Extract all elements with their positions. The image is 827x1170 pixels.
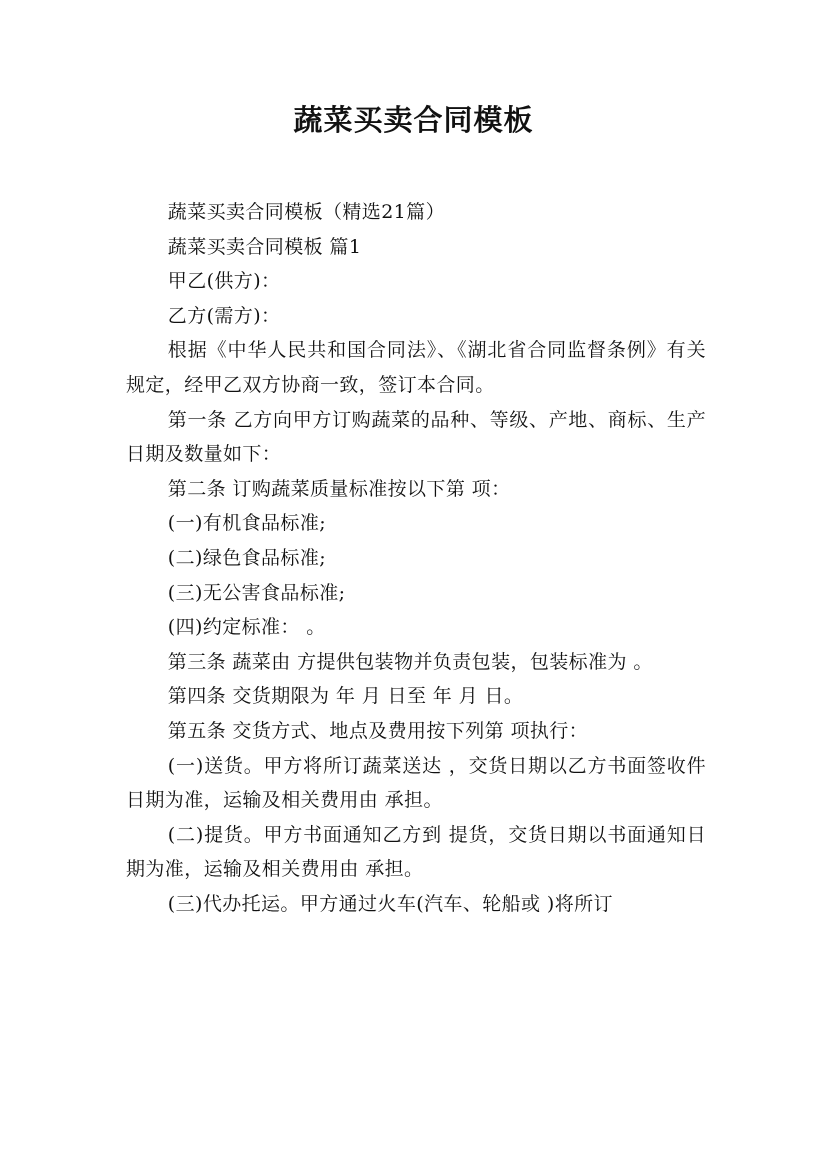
paragraph-article-3: 第三条 蔬菜由 方提供包装物并负责包装，包装标准为 。 — [167, 650, 653, 673]
paragraph-party-b: 乙方(需方)： — [167, 304, 281, 327]
paragraph-standard-1: (一)有机食品标准; — [167, 512, 327, 535]
paragraph-delivery-3: (三)代办托运。甲方通过火车(汽车、轮船或 )将所订 — [167, 892, 613, 915]
paragraph-standard-4: (四)约定标准： 。 — [167, 616, 326, 639]
paragraph-basis: 根据《中华人民共和国合同法》、《湖北省合同监督条例》有关规定，经甲乙双方协商一致，签订本合同。 — [126, 339, 706, 396]
paragraph-party-a: 甲乙(供方)： — [167, 270, 281, 293]
paragraph-section-heading: 蔬菜买卖合同模板 篇1 — [167, 235, 362, 258]
paragraph-article-5: 第五条 交货方式、地点及费用按下列第 项执行： — [167, 719, 589, 742]
document-body — [126, 195, 706, 921]
paragraph-standard-3: (三)无公害食品标准; — [167, 581, 346, 604]
paragraph-delivery-2: (二)提货。甲方书面通知乙方到 提货，交货日期以书面通知日期为准，运输及相关费用由 承担。 — [126, 823, 706, 881]
paragraph-article-4: 第四条 交货期限为 年 月 日至 年 月 日。 — [167, 685, 524, 708]
paragraph-delivery-1: (一)送货。甲方将所订蔬菜送达 ，交货日期以乙方书面签收件日期为准，运输及相关费用由 承担。 — [126, 754, 706, 812]
paragraph-article-1: 第一条 乙方向甲方订购蔬菜的品种、等级、产地、商标、生产日期及数量如下： — [126, 408, 706, 466]
paragraph-article-2: 第二条 订购蔬菜质量标准按以下第 项： — [167, 477, 511, 500]
paragraph-subtitle: 蔬菜买卖合同模板（精选21篇） — [167, 201, 445, 223]
document-title: 蔬菜买卖合同模板 — [293, 103, 534, 137]
paragraph-standard-2: (二)绿色食品标准; — [167, 546, 327, 569]
